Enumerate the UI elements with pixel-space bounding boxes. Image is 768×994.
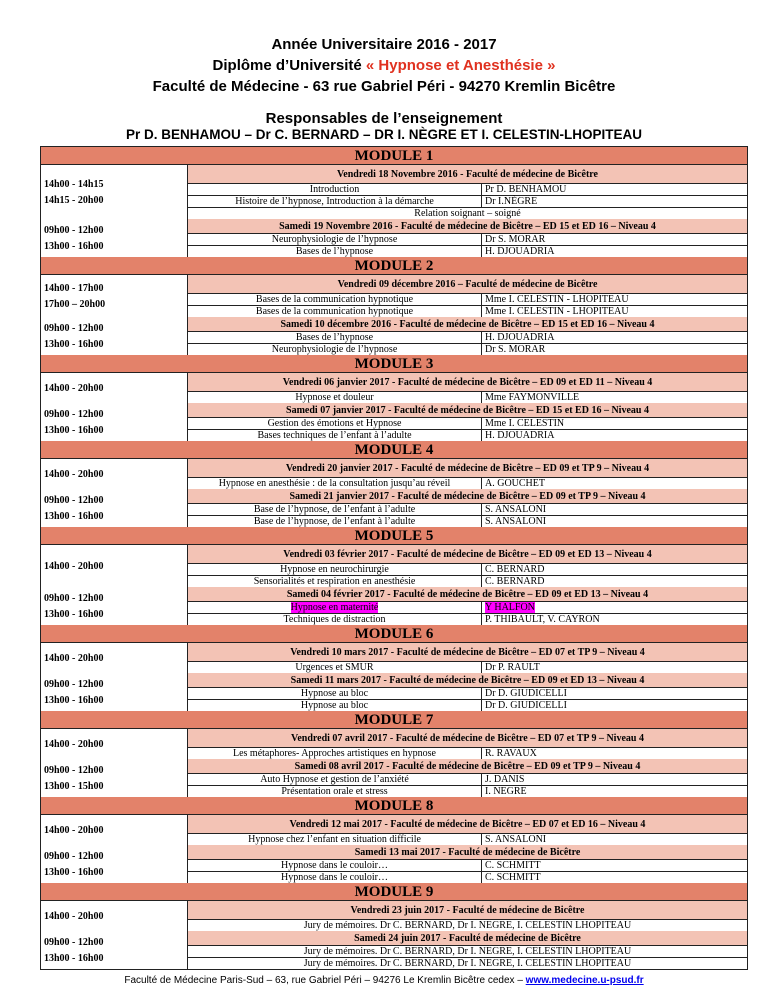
day-header: Vendredi 06 janvier 2017 - Faculté de médecine de Bicêtre – ED 09 et ED 11 – Niveau 4	[188, 373, 747, 391]
session-subject-text: Hypnose et douleur	[295, 392, 374, 403]
session-subject-text: Base de l’hypnose, de l’enfant à l’adulte	[253, 504, 416, 515]
session-row	[188, 661, 747, 673]
session-subject-text: Gestion des émotions et Hypnose	[267, 418, 402, 429]
session-speaker	[481, 332, 747, 343]
session-subject	[188, 786, 481, 797]
time-slots	[41, 901, 188, 931]
session-speaker	[481, 872, 747, 883]
time-slot: 14h00 - 20h00	[44, 560, 104, 572]
session-subject-text: Histoire de l’hypnose, Introduction à la démarche	[235, 196, 434, 207]
footer-text: Faculté de Médecine Paris-Sud – 63, rue Gabriel Péri – 94276 Le Kremlin Bicêtre cedex –	[124, 975, 526, 986]
session-subject	[188, 946, 747, 957]
session-row	[188, 601, 747, 613]
session-row	[188, 207, 747, 219]
session-speaker	[481, 576, 747, 587]
module-title: MODULE 1	[41, 147, 747, 165]
session-row	[188, 687, 747, 699]
time-slots	[41, 275, 188, 317]
session-subject	[188, 294, 481, 305]
session-subject	[188, 688, 481, 699]
schedule-table	[40, 146, 748, 970]
session-subject-text: Neurophysiologie de l’hypnose	[271, 234, 398, 245]
time-slot: 13h00 - 16h00	[44, 424, 104, 436]
session-speaker-text: C. SCHMITT	[485, 860, 541, 871]
session-subject-text: Hypnose en anesthésie : de la consultation jusqu’au réveil	[218, 478, 451, 489]
session-subject	[188, 208, 747, 219]
time-slot: 09h00 - 12h00	[44, 408, 104, 420]
session-row	[188, 785, 747, 797]
day-header: Samedi 10 décembre 2016 - Faculté de médecine de Bicêtre – ED 15 et ED 16 – Niveau 4	[188, 317, 747, 331]
session-subject	[188, 564, 481, 575]
session-speaker-text: C. BERNARD	[485, 564, 545, 575]
day-block	[41, 587, 747, 625]
module-title: MODULE 7	[41, 711, 747, 729]
session-row	[188, 871, 747, 883]
session-row	[188, 233, 747, 245]
session-subject-text: Hypnose en maternité	[290, 602, 379, 613]
time-slot: 13h00 - 16h00	[44, 510, 104, 522]
session-speaker-text: H. DJOUADRIA	[485, 332, 555, 343]
session-subject	[188, 920, 747, 931]
module-title: MODULE 5	[41, 527, 747, 545]
session-subject-text: Bases de l’hypnose	[295, 246, 374, 257]
day-block	[41, 219, 747, 257]
session-speaker-text: Mme I. CELESTIN	[485, 418, 565, 429]
responsables-title: Responsables de l’enseignement	[265, 110, 503, 127]
time-slots	[41, 673, 188, 711]
day-block	[41, 459, 747, 489]
session-speaker-text: Dr D. GIUDICELLI	[485, 688, 567, 699]
session-row	[188, 183, 747, 195]
time-slot: 14h00 - 20h00	[44, 824, 104, 836]
session-speaker	[481, 774, 747, 785]
day-header: Samedi 04 février 2017 - Faculté de médecine de Bicêtre – ED 09 et ED 13 – Niveau 4	[188, 587, 747, 601]
session-speaker-text: A. GOUCHET	[485, 478, 545, 489]
session-speaker-text: Dr D. GIUDICELLI	[485, 700, 567, 711]
session-row	[188, 477, 747, 489]
session-speaker-text: H. DJOUADRIA	[485, 430, 555, 441]
session-speaker	[481, 688, 747, 699]
session-subject	[188, 614, 481, 625]
time-slots	[41, 403, 188, 441]
session-speaker	[481, 700, 747, 711]
module-title: MODULE 2	[41, 257, 747, 275]
day-block	[41, 643, 747, 673]
time-slots	[41, 931, 188, 969]
footer-link[interactable]: www.medecine.u-psud.fr	[525, 975, 644, 986]
day-header: Samedi 21 janvier 2017 - Faculté de médecine de Bicêtre – ED 09 et TP 9 – Niveau 4	[188, 489, 747, 503]
time-slot: 13h00 - 16h00	[44, 608, 104, 620]
day-block	[41, 165, 747, 219]
session-speaker	[481, 662, 747, 673]
day-block	[41, 403, 747, 441]
session-row	[188, 293, 747, 305]
session-subject	[188, 196, 481, 207]
session-row	[188, 945, 747, 957]
day-header: Vendredi 09 décembre 2016 – Faculté de médecine de Bicêtre	[188, 275, 747, 293]
time-slots	[41, 165, 188, 219]
session-row	[188, 503, 747, 515]
session-subject-text: Hypnose au bloc	[300, 700, 369, 711]
time-slots	[41, 489, 188, 527]
session-subject	[188, 774, 481, 785]
day-header: Samedi 13 mai 2017 - Faculté de médecine de Bicêtre	[188, 845, 747, 859]
session-speaker	[481, 306, 747, 317]
time-slots	[41, 219, 188, 257]
session-subject-text: Hypnose en neurochirurgie	[280, 564, 389, 575]
footer	[0, 975, 768, 986]
session-subject-text: Base de l’hypnose, de l’enfant à l’adulte	[253, 516, 416, 527]
time-slot: 09h00 - 12h00	[44, 592, 104, 604]
session-row	[188, 429, 747, 441]
session-row	[188, 195, 747, 207]
time-slots	[41, 317, 188, 355]
time-slot: 09h00 - 12h00	[44, 322, 104, 334]
session-subject	[188, 392, 481, 403]
day-block	[41, 489, 747, 527]
session-subject	[188, 602, 481, 613]
session-subject-text: Hypnose chez l’enfant en situation difficile	[248, 834, 421, 845]
session-speaker-text: Y HALFON	[485, 602, 535, 613]
session-subject-text: Bases techniques de l’enfant à l’adulte	[257, 430, 412, 441]
day-header: Samedi 11 mars 2017 - Faculté de médecine de Bicêtre – ED 09 et ED 13 – Niveau 4	[188, 673, 747, 687]
day-header: Samedi 07 janvier 2017 - Faculté de médecine de Bicêtre – ED 15 et ED 16 – Niveau 4	[188, 403, 747, 417]
session-row	[188, 747, 747, 759]
session-speaker	[481, 234, 747, 245]
day-block	[41, 815, 747, 845]
time-slots	[41, 759, 188, 797]
session-subject	[188, 478, 481, 489]
session-subject	[188, 662, 481, 673]
session-row	[188, 773, 747, 785]
session-row	[188, 245, 747, 257]
time-slot: 09h00 - 12h00	[44, 764, 104, 776]
day-header: Vendredi 12 mai 2017 - Faculté de médecine de Bicêtre – ED 07 et ED 16 – Niveau 4	[188, 815, 747, 833]
session-row	[188, 957, 747, 969]
session-subject	[188, 700, 481, 711]
session-speaker-text: Mme I. CELESTIN - LHOPITEAU	[485, 294, 629, 305]
session-subject	[188, 504, 481, 515]
time-slots	[41, 587, 188, 625]
time-slots	[41, 729, 188, 759]
session-speaker	[481, 504, 747, 515]
time-slot: 14h00 - 20h00	[44, 468, 104, 480]
day-block	[41, 845, 747, 883]
session-row	[188, 305, 747, 317]
day-header: Vendredi 20 janvier 2017 - Faculté de médecine de Bicêtre – ED 09 et TP 9 – Niveau 4	[188, 459, 747, 477]
session-speaker	[481, 430, 747, 441]
module-title: MODULE 8	[41, 797, 747, 815]
day-block	[41, 931, 747, 969]
session-row	[188, 833, 747, 845]
session-subject	[188, 344, 481, 355]
day-block	[41, 275, 747, 317]
session-subject-text: Hypnose au bloc	[300, 688, 369, 699]
session-row	[188, 515, 747, 527]
session-speaker	[481, 418, 747, 429]
session-subject-text: Présentation orale et stress	[281, 786, 388, 797]
session-subject-text: Urgences et SMUR	[295, 662, 374, 673]
session-subject	[188, 860, 481, 871]
session-subject-text: Bases de la communication hypnotique	[255, 306, 414, 317]
session-subject	[188, 246, 481, 257]
session-row	[188, 417, 747, 429]
session-row	[188, 613, 747, 625]
time-slot: 13h00 - 16h00	[44, 240, 104, 252]
day-block	[41, 901, 747, 931]
session-speaker	[481, 614, 747, 625]
session-speaker-text: Mme FAYMONVILLE	[485, 392, 580, 403]
diploma-prefix: Diplôme d’Université	[212, 57, 366, 74]
session-row	[188, 563, 747, 575]
time-slot: 09h00 - 12h00	[44, 678, 104, 690]
time-slot: 13h00 - 16h00	[44, 338, 104, 350]
session-subject-text: Bases de la communication hypnotique	[255, 294, 414, 305]
day-header: Samedi 24 juin 2017 - Faculté de médecine de Bicêtre	[188, 931, 747, 945]
time-slot: 14h00 - 14h15	[44, 178, 104, 190]
session-speaker-text: H. DJOUADRIA	[485, 246, 555, 257]
day-block	[41, 673, 747, 711]
session-subject-text: Jury de mémoires. Dr C. BERNARD, Dr I. NEGRE, I. CELESTIN LHOPITEAU	[303, 958, 632, 969]
session-speaker-text: S. ANSALONI	[485, 504, 547, 515]
session-subject	[188, 748, 481, 759]
time-slot: 13h00 - 16h00	[44, 694, 104, 706]
session-speaker-text: R. RAVAUX	[485, 748, 537, 759]
session-speaker	[481, 344, 747, 355]
time-slot: 13h00 - 15h00	[44, 780, 104, 792]
session-speaker	[481, 196, 747, 207]
module-title: MODULE 4	[41, 441, 747, 459]
session-speaker-text: Dr S. MORAR	[485, 234, 546, 245]
time-slots	[41, 643, 188, 673]
time-slot: 09h00 - 12h00	[44, 224, 104, 236]
session-row	[188, 575, 747, 587]
time-slot: 13h00 - 16h00	[44, 952, 104, 964]
session-speaker	[481, 478, 747, 489]
session-speaker-text: Dr P. RAULT	[485, 662, 540, 673]
session-subject-text: Hypnose dans le couloir…	[281, 872, 388, 883]
session-row	[188, 331, 747, 343]
time-slot: 14h00 - 20h00	[44, 910, 104, 922]
session-subject-text: Relation soignant – soigné	[414, 208, 521, 219]
session-subject	[188, 576, 481, 587]
responsables-names: Pr D. BENHAMOU – Dr C. BERNARD – DR I. NÈGRE ET I. CELESTIN-LHOPITEAU	[125, 127, 643, 142]
session-speaker	[481, 564, 747, 575]
session-subject-text: Introduction	[309, 184, 360, 195]
session-speaker	[481, 786, 747, 797]
time-slot: 14h15 - 20h00	[44, 194, 104, 206]
session-subject-text: Neurophysiologie de l’hypnose	[271, 344, 398, 355]
session-subject	[188, 516, 481, 527]
session-row	[188, 919, 747, 931]
session-subject	[188, 184, 481, 195]
time-slot: 09h00 - 12h00	[44, 936, 104, 948]
diploma-name: « Hypnose et Anesthésie »	[365, 57, 556, 74]
session-speaker-text: J. DANIS	[485, 774, 525, 785]
session-subject	[188, 430, 481, 441]
day-header: Vendredi 18 Novembre 2016 - Faculté de médecine de Bicêtre	[188, 165, 747, 183]
session-speaker	[481, 246, 747, 257]
session-speaker	[481, 392, 747, 403]
day-header: Vendredi 07 avril 2017 - Faculté de médecine de Bicêtre – ED 07 et TP 9 – Niveau 4	[188, 729, 747, 747]
day-block	[41, 759, 747, 797]
session-subject-text: Auto Hypnose et gestion de l’anxiété	[260, 774, 409, 785]
session-row	[188, 699, 747, 711]
day-block	[41, 317, 747, 355]
time-slot: 14h00 - 20h00	[44, 652, 104, 664]
time-slot: 14h00 - 20h00	[44, 382, 104, 394]
day-header: Vendredi 03 février 2017 - Faculté de médecine de Bicêtre – ED 09 et ED 13 – Niveau 4	[188, 545, 747, 563]
session-speaker	[481, 860, 747, 871]
time-slot: 13h00 - 16h00	[44, 866, 104, 878]
session-speaker-text: P. THIBAULT, V. CAYRON	[485, 614, 600, 625]
session-speaker-text: C. SCHMITT	[485, 872, 541, 883]
session-speaker-text: Dr S. MORAR	[485, 344, 546, 355]
session-row	[188, 859, 747, 871]
time-slots	[41, 845, 188, 883]
time-slots	[41, 373, 188, 403]
session-subject-text: Les métaphores- Approches artistiques en hypnose	[232, 748, 436, 759]
time-slots	[41, 459, 188, 489]
session-speaker	[481, 516, 747, 527]
day-block	[41, 373, 747, 403]
session-speaker-text: Dr I.NÈGRE	[485, 196, 538, 207]
day-header: Vendredi 10 mars 2017 - Faculté de médecine de Bicêtre – ED 07 et TP 9 – Niveau 4	[188, 643, 747, 661]
session-speaker-text: I. NEGRE	[485, 786, 527, 797]
time-slot: 14h00 - 17h00	[44, 282, 104, 294]
session-row	[188, 391, 747, 403]
day-block	[41, 545, 747, 587]
faculty-address: Faculté de Médecine - 63 rue Gabriel Péri - 94270 Kremlin Bicêtre	[152, 78, 616, 95]
session-speaker	[481, 184, 747, 195]
session-subject	[188, 234, 481, 245]
day-header: Vendredi 23 juin 2017 - Faculté de médecine de Bicêtre	[188, 901, 747, 919]
time-slot: 14h00 - 20h00	[44, 738, 104, 750]
time-slot: 09h00 - 12h00	[44, 850, 104, 862]
time-slot: 09h00 - 12h00	[44, 494, 104, 506]
session-speaker	[481, 602, 747, 613]
session-subject	[188, 306, 481, 317]
session-speaker-text: S. ANSALONI	[485, 834, 547, 845]
time-slot: 17h00 – 20h00	[44, 298, 106, 310]
session-speaker	[481, 294, 747, 305]
module-title: MODULE 3	[41, 355, 747, 373]
session-subject-text: Sensorialités et respiration en anesthésie	[253, 576, 416, 587]
session-subject-text: Techniques de distraction	[283, 614, 386, 625]
day-header: Samedi 19 Novembre 2016 - Faculté de médecine de Bicêtre – ED 15 et ED 16 – Niveau 4	[188, 219, 747, 233]
session-subject-text: Jury de mémoires. Dr C. BERNARD, Dr I. NEGRE, I. CELESTIN LHOPITEAU	[303, 920, 632, 931]
session-speaker	[481, 748, 747, 759]
session-subject	[188, 872, 481, 883]
time-slots	[41, 545, 188, 587]
session-speaker	[481, 834, 747, 845]
session-row	[188, 343, 747, 355]
session-subject	[188, 418, 481, 429]
diploma-title	[0, 57, 768, 74]
module-title: MODULE 6	[41, 625, 747, 643]
time-slots	[41, 815, 188, 845]
session-subject-text: Hypnose dans le couloir…	[281, 860, 388, 871]
session-speaker-text: C. BERNARD	[485, 576, 545, 587]
session-subject-text: Jury de mémoires. Dr C. BERNARD, Dr I. NEGRE, I. CELESTIN LHOPITEAU	[303, 946, 632, 957]
day-block	[41, 729, 747, 759]
session-subject	[188, 332, 481, 343]
session-subject	[188, 834, 481, 845]
session-speaker-text: S. ANSALONI	[485, 516, 547, 527]
module-title: MODULE 9	[41, 883, 747, 901]
academic-year: Année Universitaire 2016 - 2017	[271, 36, 497, 53]
session-subject	[188, 958, 747, 969]
day-header: Samedi 08 avril 2017 - Faculté de médecine de Bicêtre – ED 09 et TP 9 – Niveau 4	[188, 759, 747, 773]
session-speaker-text: Mme I. CELESTIN - LHOPITEAU	[485, 306, 629, 317]
session-subject-text: Bases de l’hypnose	[295, 332, 374, 343]
session-speaker-text: Pr D. BENHAMOU	[485, 184, 567, 195]
